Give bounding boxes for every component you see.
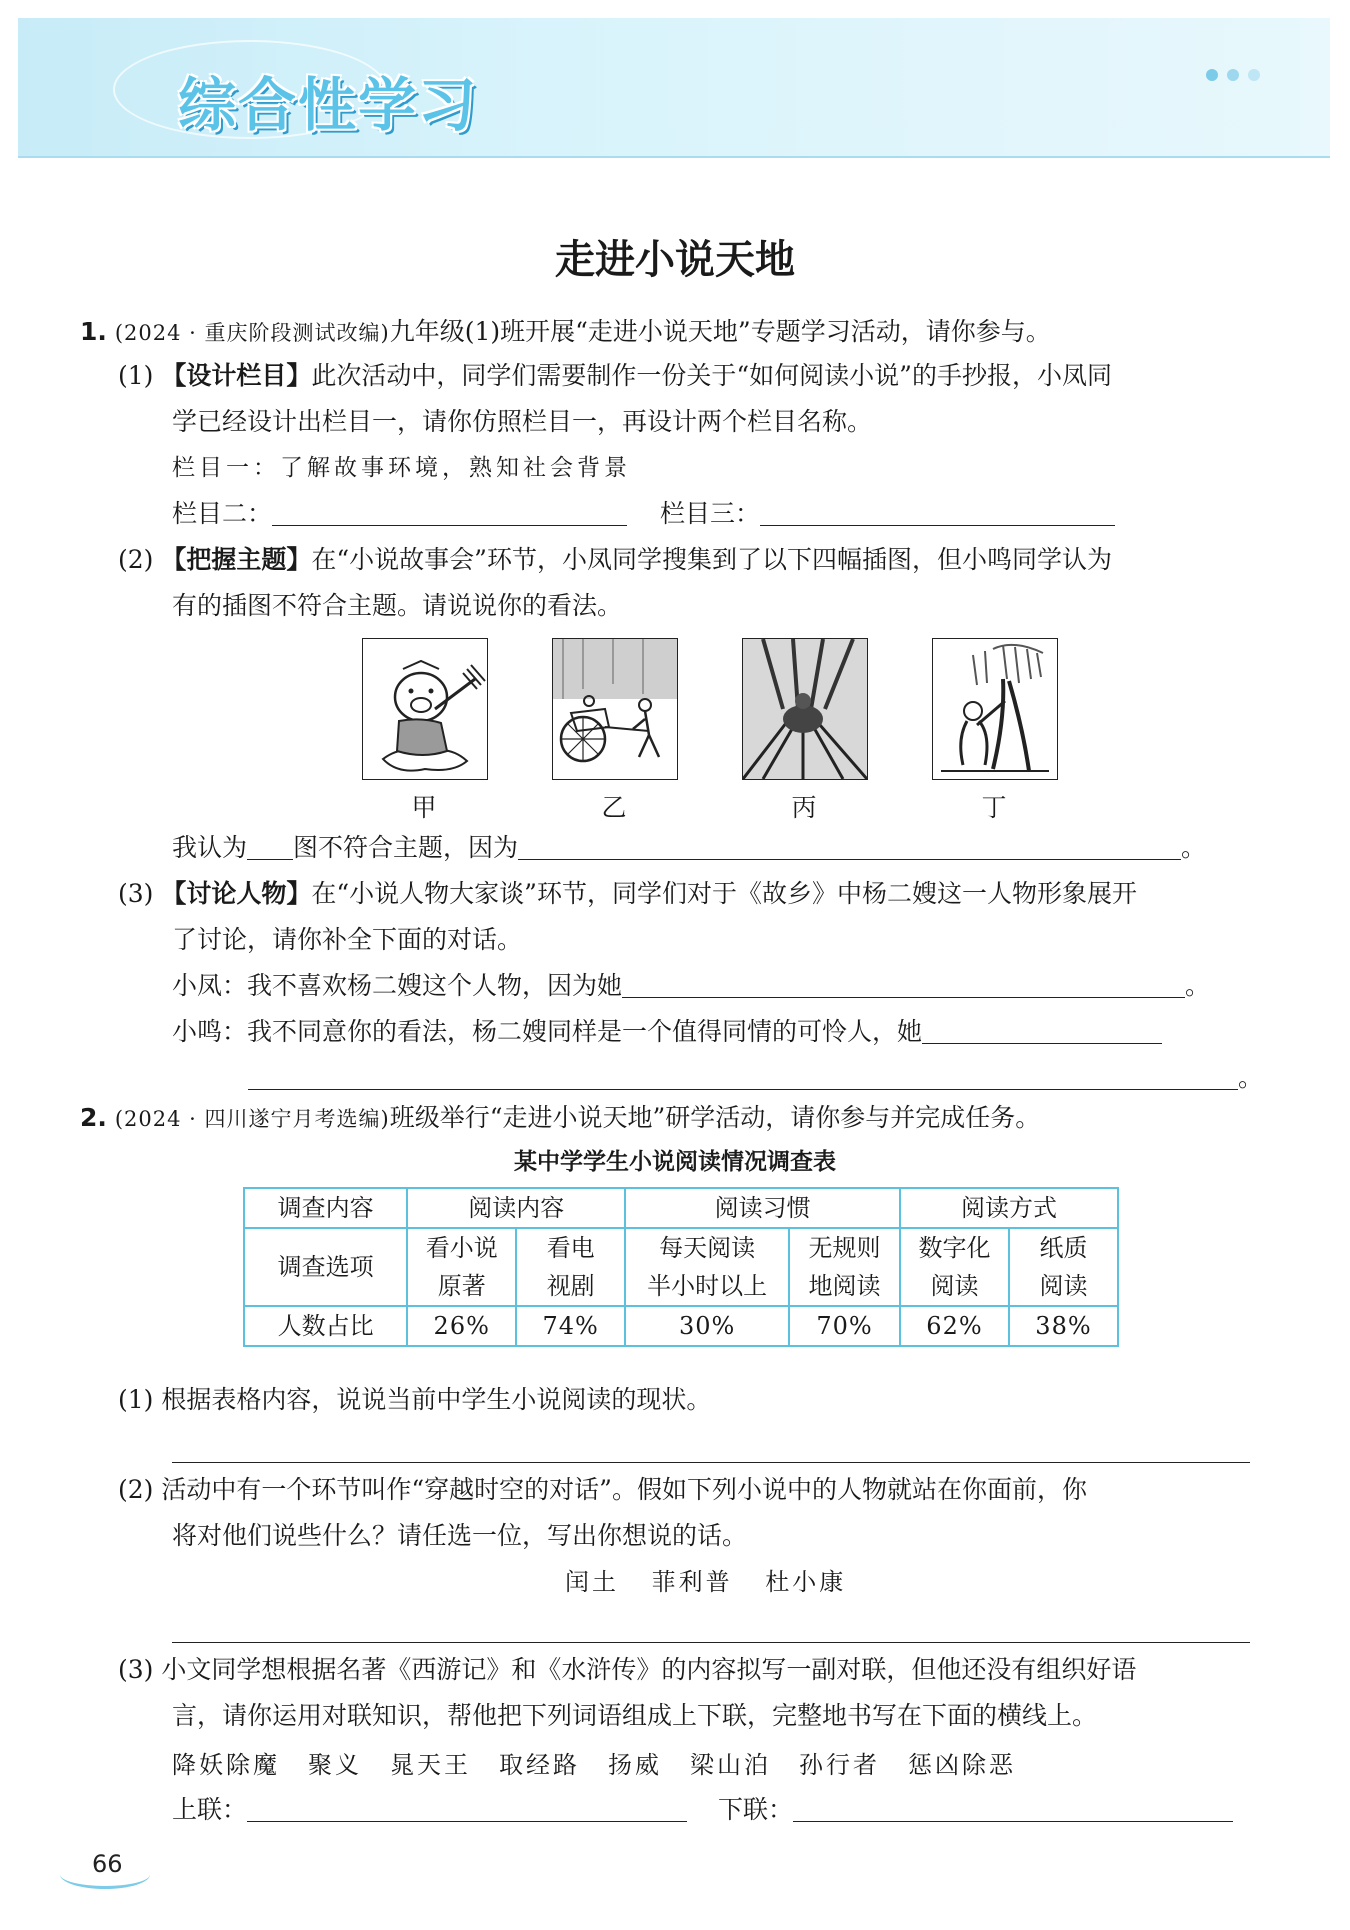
lower-couplet-label: 下联： xyxy=(718,1795,794,1824)
illustration-ding-willow xyxy=(932,638,1058,780)
q1-number: 1. xyxy=(80,317,107,346)
column2-answer-blank[interactable] xyxy=(272,499,627,526)
caption-yi: 乙 xyxy=(601,793,627,822)
couplet-word-list xyxy=(172,1745,1044,1780)
q2-p3-line2: 言，请你运用对联知识，帮他把下列词语组成上下联，完整地书写在下面的横线上。 xyxy=(172,1701,1098,1730)
q2-p1-answer-line[interactable] xyxy=(172,1462,1250,1463)
q1-p2-answer-line xyxy=(172,830,1206,866)
q1-p1-line1 xyxy=(118,358,1112,394)
q2-p2-number: (2) xyxy=(118,1475,154,1504)
caption-bing: 丙 xyxy=(791,793,817,822)
word-item: 梁山泊 xyxy=(690,1751,771,1779)
table-cell: 70% xyxy=(789,1306,900,1346)
q1-p1-column2-label: 栏目二： xyxy=(172,499,273,528)
q1-p2-text1: 在“小说故事会”环节，小凤同学搜集到了以下四幅插图，但小鸣同学认为 xyxy=(311,545,1112,574)
q2-p3-line1 xyxy=(118,1652,1136,1688)
survey-table-title: 某中学学生小说阅读情况调查表 xyxy=(514,1149,836,1175)
option-text: 阅读 xyxy=(930,1272,979,1300)
q2-intro: 班级举行“走进小说天地”研学活动，请你参与并完成任务。 xyxy=(389,1103,1041,1132)
q1-p2-tag: 【把握主题】 xyxy=(161,545,312,574)
upper-couplet xyxy=(172,1792,687,1828)
page-number: 66 xyxy=(92,1850,123,1878)
q1-p1-column3 xyxy=(660,496,1115,532)
q1-p3-text1: 在“小说人物大家谈”环节，同学们对于《故乡》中杨二嫂这一人物形象展开 xyxy=(311,879,1137,908)
xiaofeng-answer-blank[interactable] xyxy=(622,971,1185,998)
q1-p3-tag: 【讨论人物】 xyxy=(161,879,312,908)
table-cell: 62% xyxy=(900,1306,1009,1346)
word-item: 取经路 xyxy=(499,1751,580,1779)
banner-dots-decoration xyxy=(1197,66,1260,85)
banner-title: 综合性学习 xyxy=(178,71,479,139)
q1-p1-column1: 栏目一：了解故事环境，熟知社会背景 xyxy=(172,455,631,481)
word-item: 聚义 xyxy=(308,1751,362,1779)
picture-choice-blank[interactable] xyxy=(247,833,293,860)
lower-couplet-blank[interactable] xyxy=(793,1795,1233,1822)
xiaofeng-dialogue xyxy=(172,968,1210,1004)
table-header-cell: 调查内容 xyxy=(244,1188,407,1228)
q2-p1-line xyxy=(118,1382,711,1418)
q1-p1-tag: 【设计栏目】 xyxy=(161,361,312,390)
table-header-cell: 阅读内容 xyxy=(407,1188,625,1228)
q1-p2-answer-prefix: 我认为 xyxy=(172,833,248,862)
q2-p2-line1 xyxy=(118,1472,1087,1508)
lower-couplet xyxy=(718,1792,1233,1828)
upper-couplet-blank[interactable] xyxy=(247,1795,687,1822)
table-row-label: 调查选项 xyxy=(244,1228,407,1306)
xiaoming-text: 小鸣：我不同意你的看法，杨二嫂同样是一个值得同情的可怜人，她 xyxy=(172,1017,923,1046)
q2-p2-text1: 活动中有一个环节叫作“穿越时空的对话”。假如下列小说中的人物就站在你面前，你 xyxy=(161,1475,1087,1504)
table-cell: 74% xyxy=(516,1306,625,1346)
q1-intro: 九年级(1)班开展“走进小说天地”专题学习活动，请你参与。 xyxy=(389,317,1051,346)
table-row xyxy=(244,1228,1118,1306)
q2-p2-answer-line[interactable] xyxy=(172,1642,1250,1643)
q1-p1-column2 xyxy=(172,496,627,532)
q2-number: 2. xyxy=(80,1103,107,1132)
option-text: 原著 xyxy=(437,1272,486,1300)
illustration-jia-pigsy xyxy=(362,638,488,780)
option-text: 数字化 xyxy=(918,1234,991,1262)
column3-answer-blank[interactable] xyxy=(760,499,1115,526)
option-text: 地阅读 xyxy=(808,1272,881,1300)
table-header-cell: 阅读方式 xyxy=(900,1188,1118,1228)
xiaoming-answer-blank[interactable] xyxy=(922,1017,1162,1044)
option-text: 视剧 xyxy=(546,1272,595,1300)
q1-p2-period: 。 xyxy=(1181,833,1207,862)
q1-p3-number: (3) xyxy=(118,879,154,908)
q1-source: (2024 · 重庆阶段测试改编) xyxy=(114,321,390,345)
table-header-cell: 阅读习惯 xyxy=(625,1188,900,1228)
q2-p1-number: (1) xyxy=(118,1385,154,1414)
upper-couplet-label: 上联： xyxy=(172,1795,248,1824)
option-text: 阅读 xyxy=(1039,1272,1088,1300)
xiaoming-answer-blank-2[interactable] xyxy=(248,1063,1238,1090)
table-cell: 30% xyxy=(625,1306,789,1346)
option-text: 看电 xyxy=(546,1234,595,1262)
q2-p1-text: 根据表格内容，说说当前中学生小说阅读的现状。 xyxy=(161,1385,712,1414)
xiaoming-continuation xyxy=(248,1060,1263,1096)
q1-p1-text1: 此次活动中，同学们需要制作一份关于“如何阅读小说”的手抄报，小凤同 xyxy=(311,361,1112,390)
table-cell xyxy=(900,1228,1009,1306)
q2-source: (2024 · 四川遂宁月考选编) xyxy=(114,1107,390,1131)
survey-table xyxy=(243,1187,1119,1347)
header-banner xyxy=(18,18,1330,158)
option-text: 纸质 xyxy=(1039,1234,1088,1262)
q2-p3-number: (3) xyxy=(118,1655,154,1684)
option-text: 无规则 xyxy=(808,1234,881,1262)
word-item: 惩凶除恶 xyxy=(908,1751,1016,1779)
q1-p3-line1 xyxy=(118,876,1137,912)
table-cell xyxy=(407,1228,516,1306)
q1-p1-column3-label: 栏目三： xyxy=(660,499,761,528)
illustration-yi-rickshaw xyxy=(552,638,678,780)
q2-p2-line2: 将对他们说些什么？请任选一位，写出你想说的话。 xyxy=(172,1521,748,1550)
word-item: 降妖除魔 xyxy=(172,1751,280,1779)
q1-header xyxy=(80,314,1051,351)
xiaofeng-text: 小凤：我不喜欢杨二嫂这个人物，因为她 xyxy=(172,971,623,1000)
character-names: 闰土 菲利普 杜小康 xyxy=(565,1568,847,1596)
xiaofeng-period: 。 xyxy=(1185,971,1211,1000)
option-text: 看小说 xyxy=(425,1234,498,1262)
word-item: 扬威 xyxy=(608,1751,662,1779)
reason-answer-blank[interactable] xyxy=(518,833,1181,860)
page-title: 走进小说天地 xyxy=(555,237,795,283)
caption-jia: 甲 xyxy=(411,793,437,822)
q2-header xyxy=(80,1100,1040,1137)
word-item: 孙行者 xyxy=(799,1751,880,1779)
table-cell xyxy=(1009,1228,1118,1306)
table-cell: 26% xyxy=(407,1306,516,1346)
q1-p3-line2: 了讨论，请你补全下面的对话。 xyxy=(172,925,523,954)
q1-p2-answer-middle: 图不符合主题，因为 xyxy=(293,833,519,862)
table-cell xyxy=(625,1228,789,1306)
xiaoming-dialogue xyxy=(172,1014,1162,1050)
q1-p1-number: (1) xyxy=(118,361,154,390)
illustration-bing-battle xyxy=(742,638,868,780)
q1-p2-line2: 有的插图不符合主题。请说说你的看法。 xyxy=(172,591,623,620)
q2-p3-text1: 小文同学想根据名著《西游记》和《水浒传》的内容拟写一副对联，但他还没有组织好语 xyxy=(161,1655,1137,1684)
option-text: 每天阅读 xyxy=(659,1234,756,1262)
option-text: 半小时以上 xyxy=(647,1272,768,1300)
q1-p1-line2: 学已经设计出栏目一，请你仿照栏目一，再设计两个栏目名称。 xyxy=(172,407,873,436)
table-cell xyxy=(789,1228,900,1306)
q1-p2-line1 xyxy=(118,542,1112,578)
table-row-label: 人数占比 xyxy=(244,1306,407,1346)
word-item: 晁天王 xyxy=(390,1751,471,1779)
table-cell: 38% xyxy=(1009,1306,1118,1346)
xiaoming-period: 。 xyxy=(1238,1063,1264,1092)
table-row xyxy=(244,1188,1118,1228)
table-cell xyxy=(516,1228,625,1306)
caption-ding: 丁 xyxy=(981,793,1007,822)
table-row xyxy=(244,1306,1118,1346)
q1-p2-number: (2) xyxy=(118,545,154,574)
